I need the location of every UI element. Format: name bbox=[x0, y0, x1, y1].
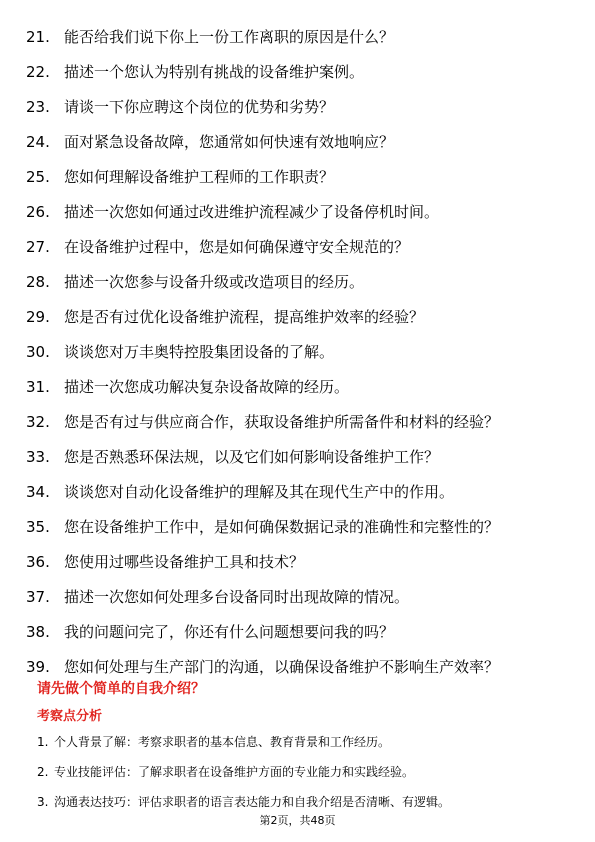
question-number: 35. bbox=[26, 518, 50, 536]
question-item bbox=[0, 236, 595, 258]
question-item bbox=[0, 411, 595, 433]
question-number: 32. bbox=[26, 413, 50, 431]
point-text: 个人背景了解：考察求职者的基本信息、教育背景和工作经历。 bbox=[54, 735, 391, 749]
question-number: 37. bbox=[26, 588, 50, 606]
question-list bbox=[0, 26, 595, 691]
analysis-point bbox=[0, 794, 595, 810]
question-number: 36. bbox=[26, 553, 50, 571]
question-number: 29. bbox=[26, 308, 50, 326]
analysis-heading: 考察点分析 bbox=[37, 709, 103, 724]
point-number: 2. bbox=[37, 765, 49, 779]
question-text: 您是否有过优化设备维护流程，提高维护效率的经验？ bbox=[64, 308, 425, 326]
question-text: 描述一次您成功解决复杂设备故障的经历。 bbox=[64, 378, 350, 396]
question-text: 谈谈您对自动化设备维护的理解及其在现代生产中的作用。 bbox=[64, 483, 455, 501]
question-text: 能否给我们说下你上一份工作离职的原因是什么？ bbox=[64, 28, 395, 46]
question-text: 您是否有过与供应商合作，获取设备维护所需备件和材料的经验？ bbox=[64, 413, 500, 431]
question-text: 请谈一下你应聘这个岗位的优势和劣势？ bbox=[64, 98, 335, 116]
question-text: 您使用过哪些设备维护工具和技术？ bbox=[64, 553, 305, 571]
question-text: 在设备维护过程中，您是如何确保遵守安全规范的？ bbox=[64, 238, 410, 256]
analysis-point bbox=[0, 764, 595, 780]
question-item bbox=[0, 551, 595, 573]
question-item bbox=[0, 446, 595, 468]
section-heading: 请先做个简单的自我介绍？ bbox=[37, 681, 205, 697]
question-item bbox=[0, 341, 595, 363]
question-text: 谈谈您对万丰奥特控股集团设备的了解。 bbox=[64, 343, 335, 361]
question-text: 您在设备维护工作中，是如何确保数据记录的准确性和完整性的？ bbox=[64, 518, 500, 536]
question-item bbox=[0, 96, 595, 118]
point-text: 沟通表达技巧：评估求职者的语言表达能力和自我介绍是否清晰、有逻辑。 bbox=[54, 795, 451, 809]
question-number: 30. bbox=[26, 343, 50, 361]
question-item bbox=[0, 271, 595, 293]
question-number: 39. bbox=[26, 658, 50, 676]
point-text: 专业技能评估：了解求职者在设备维护方面的专业能力和实践经验。 bbox=[54, 765, 415, 779]
page-footer: 第2页，共48页 bbox=[259, 814, 336, 827]
question-number: 28. bbox=[26, 273, 50, 291]
question-number: 24. bbox=[26, 133, 50, 151]
point-number: 1. bbox=[37, 735, 49, 749]
analysis-point bbox=[0, 734, 595, 750]
question-text: 面对紧急设备故障，您通常如何快速有效地响应？ bbox=[64, 133, 395, 151]
analysis-points bbox=[0, 734, 595, 824]
question-text: 您如何理解设备维护工程师的工作职责？ bbox=[64, 168, 335, 186]
question-item bbox=[0, 61, 595, 83]
question-number: 23. bbox=[26, 98, 50, 116]
question-item bbox=[0, 516, 595, 538]
question-item bbox=[0, 376, 595, 398]
question-text: 您如何处理与生产部门的沟通，以确保设备维护不影响生产效率？ bbox=[64, 658, 500, 676]
question-number: 27. bbox=[26, 238, 50, 256]
question-item bbox=[0, 166, 595, 188]
question-item bbox=[0, 131, 595, 153]
question-number: 33. bbox=[26, 448, 50, 466]
question-number: 31. bbox=[26, 378, 50, 396]
question-number: 22. bbox=[26, 63, 50, 81]
question-number: 38. bbox=[26, 623, 50, 641]
question-text: 您是否熟悉环保法规，以及它们如何影响设备维护工作？ bbox=[64, 448, 440, 466]
question-number: 26. bbox=[26, 203, 50, 221]
question-item bbox=[0, 26, 595, 48]
question-item bbox=[0, 481, 595, 503]
question-item bbox=[0, 201, 595, 223]
point-number: 3. bbox=[37, 795, 49, 809]
question-item bbox=[0, 306, 595, 328]
question-item bbox=[0, 586, 595, 608]
question-text: 描述一次您如何通过改进维护流程减少了设备停机时间。 bbox=[64, 203, 440, 221]
question-number: 21. bbox=[26, 28, 50, 46]
question-text: 我的问题问完了，你还有什么问题想要问我的吗？ bbox=[64, 623, 395, 641]
question-text: 描述一次您如何处理多台设备同时出现故障的情况。 bbox=[64, 588, 410, 606]
question-item bbox=[0, 656, 595, 678]
question-number: 25. bbox=[26, 168, 50, 186]
question-text: 描述一次您参与设备升级或改造项目的经历。 bbox=[64, 273, 365, 291]
question-item bbox=[0, 621, 595, 643]
question-number: 34. bbox=[26, 483, 50, 501]
question-text: 描述一个您认为特别有挑战的设备维护案例。 bbox=[64, 63, 365, 81]
